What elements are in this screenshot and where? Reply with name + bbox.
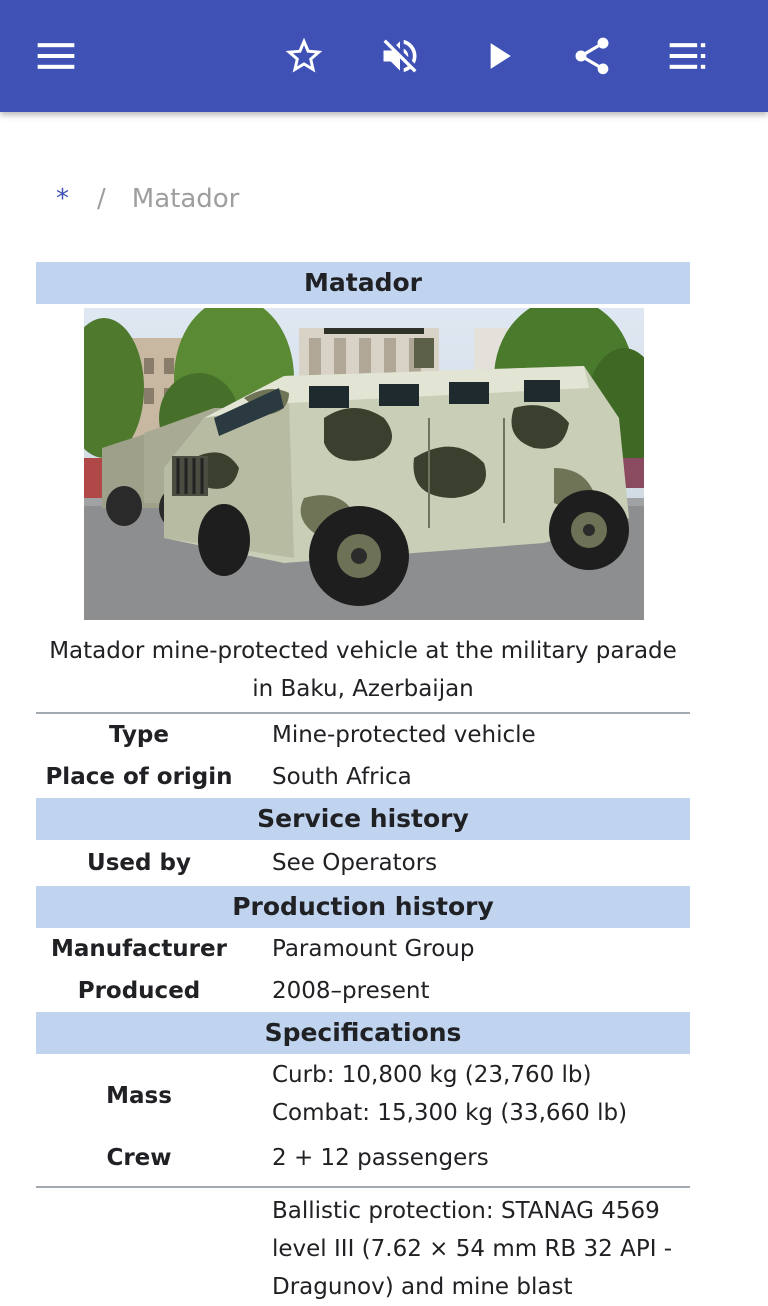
row-label: Manufacturer xyxy=(51,936,227,962)
armor-line: level III (7.62 × 54 mm RB 32 API - xyxy=(272,1236,673,1262)
breadcrumb-current: Matador xyxy=(131,184,240,214)
row-label: Used by xyxy=(87,850,191,876)
infobox-row-used-by xyxy=(36,840,690,886)
section-header-specifications: Specifications xyxy=(36,1012,690,1054)
infobox xyxy=(36,262,690,1306)
row-label: Place of origin xyxy=(45,764,233,790)
infobox-image-area xyxy=(36,304,690,624)
infobox-row-armor xyxy=(36,1188,690,1306)
infobox-row-manufacturer xyxy=(36,928,690,970)
row-label: Type xyxy=(108,722,169,748)
infobox-title: Matador xyxy=(36,262,690,304)
mute-button[interactable] xyxy=(372,28,428,84)
play-button[interactable] xyxy=(470,28,526,84)
mass-curb: Curb: 10,800 kg (23,760 lb) xyxy=(272,1062,592,1088)
vehicle-photo[interactable] xyxy=(84,308,644,620)
row-value[interactable]: Paramount Group xyxy=(272,936,475,962)
mass-combat: Combat: 15,300 kg (33,660 lb) xyxy=(272,1100,628,1126)
infobox-row-origin xyxy=(36,756,690,798)
share-icon xyxy=(570,34,614,78)
share-button[interactable] xyxy=(564,28,620,84)
section-header-service: Service history xyxy=(36,798,690,840)
row-value xyxy=(242,1192,690,1306)
star-outline-icon xyxy=(282,34,326,78)
row-value-link[interactable]: See Operators xyxy=(272,850,438,876)
armor-line: Ballistic protection: STANAG 4569 xyxy=(272,1198,660,1224)
row-value: 2 + 12 passengers xyxy=(272,1145,489,1171)
breadcrumb xyxy=(56,178,239,220)
row-label: Crew xyxy=(106,1145,172,1171)
armor-line: Dragunov) and mine blast xyxy=(272,1274,573,1300)
table-of-contents-icon xyxy=(666,34,710,78)
image-caption: Matador mine-protected vehicle at the military parade in Baku, Azerbaijan xyxy=(36,624,690,714)
volume-off-icon xyxy=(378,34,422,78)
section-header-production: Production history xyxy=(36,886,690,928)
row-label xyxy=(36,1192,242,1306)
breadcrumb-separator: / xyxy=(97,184,106,214)
bookmark-button[interactable] xyxy=(276,28,332,84)
row-value: Mine-protected vehicle xyxy=(272,722,536,748)
row-value xyxy=(242,1056,690,1136)
row-label: Mass xyxy=(106,1083,172,1109)
infobox-row-produced xyxy=(36,970,690,1012)
infobox-row-mass xyxy=(36,1054,690,1136)
row-label: Produced xyxy=(77,978,201,1004)
app-toolbar xyxy=(0,0,768,112)
breadcrumb-home-link[interactable]: * xyxy=(56,184,69,214)
play-icon xyxy=(476,34,520,78)
row-value[interactable]: South Africa xyxy=(272,764,412,790)
infobox-row-type xyxy=(36,714,690,756)
hamburger-menu-icon xyxy=(34,34,78,78)
row-value: 2008–present xyxy=(272,978,430,1004)
menu-button[interactable] xyxy=(28,28,84,84)
infobox-row-crew xyxy=(36,1136,690,1180)
contents-button[interactable] xyxy=(660,28,716,84)
